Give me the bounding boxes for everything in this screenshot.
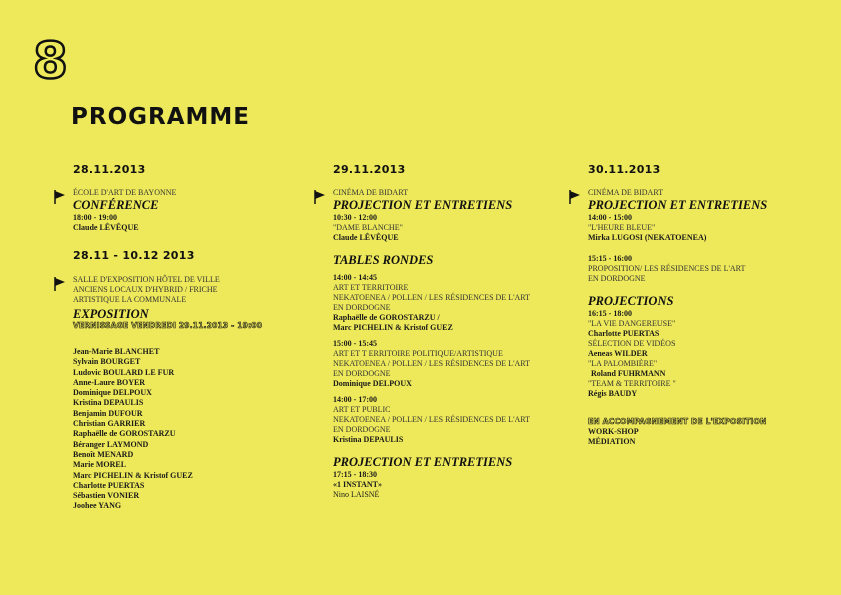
flag-icon <box>569 190 581 204</box>
film-title: «1 INSTANT» <box>333 480 382 489</box>
artist-name: Ludovic BOULARD LE FUR <box>73 367 175 377</box>
speaker: Marc PICHELIN & Kristof GUEZ <box>333 323 453 332</box>
topic: EN DORDOGNE <box>588 274 646 283</box>
artist-name: Benjamin DUFOUR <box>73 408 143 418</box>
date-heading: 30.11.2013 <box>588 163 661 176</box>
speaker: Nino LAISNÉ <box>333 490 380 499</box>
event-time: 17:15 - 18:30 <box>333 470 377 479</box>
event-heading: PROJECTION ET ENTRETIENS <box>333 198 513 212</box>
activity: MÉDIATION <box>588 437 636 446</box>
topic: ART ET T ERRITOIRE POLITIQUE/ARTISTIQUE <box>333 349 503 358</box>
venue: CINÉMA DE BIDART <box>588 188 664 197</box>
venue: SALLE D'EXPOSITION HÔTEL DE VILLE <box>73 275 220 284</box>
artist-name: Sylvain BOURGET <box>73 357 141 367</box>
topic: ART ET PUBLIC <box>333 405 391 414</box>
speaker: Aeneas WILDER <box>588 349 648 358</box>
artist-name: Jean-Marie BLANCHET <box>73 347 160 356</box>
artist-name: Charlotte PUERTAS <box>73 480 145 490</box>
event-time: 18:00 - 19:00 <box>73 213 117 222</box>
event-heading: PROJECTION ET ENTRETIENS <box>588 198 768 212</box>
artist-name: Marie MOREL <box>73 460 127 470</box>
event-heading: CONFÉRENCE <box>73 198 159 212</box>
artist-name: Raphaëlle de GOROSTARZU <box>73 429 176 439</box>
film-title: "LA VIE DANGEREUSE" <box>588 319 676 328</box>
event-heading: TABLES RONDES <box>333 253 434 267</box>
date-heading: 28.11.2013 <box>73 163 146 176</box>
artist-name: Kristina DEPAULIS <box>73 398 144 408</box>
event-time: 15:00 - 15:45 <box>333 339 377 348</box>
film-title: "DAME BLANCHE" <box>333 223 403 232</box>
vernissage-notice: VERNISSAGE VENDREDI 29.11.2013 - 19:00 <box>73 321 263 330</box>
participants: EN DORDOGNE <box>333 425 391 434</box>
event-block <box>588 188 828 447</box>
topic: PROPOSITION/ LES RÉSIDENCES DE L'ART <box>588 264 746 273</box>
participants: EN DORDOGNE <box>333 303 391 312</box>
film-title: "L'HEURE BLEUE" <box>588 223 656 232</box>
participants: NEKATOENEA / POLLEN / LES RÉSIDENCES DE L'ART <box>333 293 531 302</box>
venue: ÉCOLE D'ART DE BAYONNE <box>73 188 177 197</box>
event-time: 16:15 - 18:00 <box>588 309 632 318</box>
event-exhibition <box>73 275 313 512</box>
venue: ANCIENS LOCAUX D'HYBRID / FRICHE <box>73 285 218 294</box>
activity: WORK-SHOP <box>588 427 639 436</box>
event-time: 14:00 - 17:00 <box>333 395 377 404</box>
speaker: Roland FUHRMANN <box>591 369 666 378</box>
event-heading: EXPOSITION <box>73 307 149 321</box>
participants: EN DORDOGNE <box>333 369 391 378</box>
flag-icon <box>54 277 66 291</box>
event-heading: PROJECTION ET ENTRETIENS <box>333 455 513 469</box>
speaker: Charlotte PUERTAS <box>588 329 660 338</box>
artist-name: Dominique DELPOUX <box>73 388 152 398</box>
speaker: Régis BAUDY <box>588 389 638 398</box>
speaker: Raphaëlle de GOROSTARZU / <box>333 313 440 322</box>
page-number: 8 <box>33 32 68 90</box>
film-title: "LA PALOMBIÈRE" <box>588 359 658 368</box>
date-heading: 29.11.2013 <box>333 163 406 176</box>
column-29-nov <box>333 163 573 500</box>
artist-name: Béranger LAYMOND <box>73 439 149 449</box>
artist-name: Marc PICHELIN & Kristof GUEZ <box>73 470 193 480</box>
artist-name: Christian GARRIER <box>73 419 146 429</box>
topic: ART ET TERRITOIRE <box>333 283 409 292</box>
event-time: 15:15 - 16:00 <box>588 254 632 263</box>
event-block <box>333 188 573 500</box>
speaker: Claude LÊVÊQUE <box>333 233 399 242</box>
flag-icon <box>54 190 66 204</box>
artist-name: Sébastien VONIER <box>73 491 140 501</box>
venue: ARTISTIQUE LA COMMUNALE <box>73 295 187 304</box>
event-conference <box>73 188 313 233</box>
artist-list <box>73 347 313 512</box>
event-time: 10:30 - 12:00 <box>333 213 377 222</box>
flag-icon <box>314 190 326 204</box>
page-title: PROGRAMME <box>71 104 250 130</box>
participants: NEKATOENEA / POLLEN / LES RÉSIDENCES DE L'ART <box>333 415 531 424</box>
column-30-nov <box>588 163 828 447</box>
speaker: Dominique DELPOUX <box>333 379 412 388</box>
artist-name: Joohee YANG <box>73 501 122 511</box>
film-title: SÉLECTION DE VIDÉOS <box>588 339 676 348</box>
speaker: Kristina DEPAULIS <box>333 435 404 444</box>
film-title: "TEAM & TERRITOIRE " <box>588 379 676 388</box>
speaker: Claude LÊVÊQUE <box>73 223 139 232</box>
speaker: Mirka LUGOSI (NEKATOENEA) <box>588 233 707 242</box>
venue: CINÉMA DE BIDART <box>333 188 409 197</box>
accompaniment-heading: EN ACCOMPAGNEMENT DE L'EXPOSITION <box>588 417 767 426</box>
event-time: 14:00 - 15:00 <box>588 213 632 222</box>
column-28-nov <box>73 163 313 512</box>
event-heading: PROJECTIONS <box>588 294 674 308</box>
artist-name: Anne-Laure BOYER <box>73 377 146 387</box>
event-time: 14:00 - 14:45 <box>333 273 377 282</box>
artist-name: Benoît MENARD <box>73 449 134 459</box>
date-heading: 28.11 - 10.12 2013 <box>73 249 195 262</box>
participants: NEKATOENEA / POLLEN / LES RÉSIDENCES DE L'ART <box>333 359 531 368</box>
